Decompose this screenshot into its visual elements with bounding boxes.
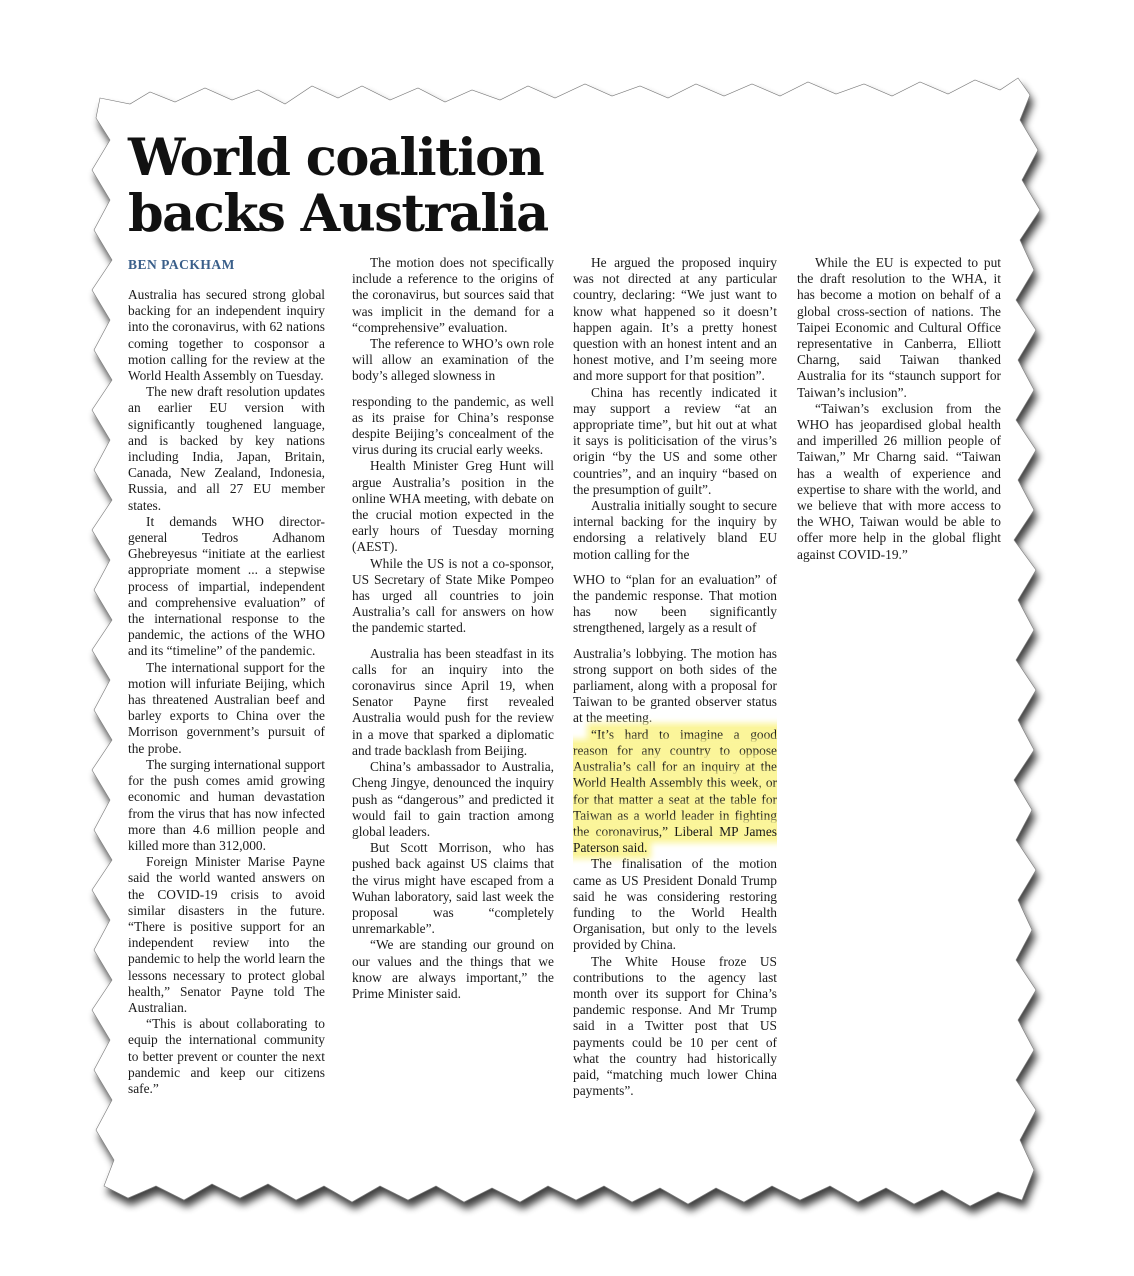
paragraph: China’s ambassador to Australia, Cheng Jingye, denounced the inquiry push as “dangerous” and predicted it would fail to gain traction among global leaders. [352, 759, 554, 839]
article-column-1 [128, 287, 325, 1097]
paragraph: The finalisation of the motion came as US President Donald Trump said he was considering restoring funding to the World Health Organisation, but only to the levels provided by China. [573, 856, 777, 953]
paragraph: “This is about collaborating to equip the international community to better prevent or counter the next pandemic and keep our citizens safe.” [128, 1016, 325, 1096]
highlight-marker: “It’s hard to imagine a good reason for any country to oppose Australia’s call for an inquiry at the World Health Assembly this week, or for that matter a seat at the table for Taiwan as a world leader in fighting the coronavirus,” Liberal MP James Paterson said. [573, 726, 777, 856]
paragraph: The new draft resolution updates an earlier EU version with significantly toughened language, and is backed by key nations including India, Japan, Britain, Canada, New Zealand, Indonesia, Russia, and all 27 EU member states. [128, 384, 325, 513]
paragraph: Health Minister Greg Hunt will argue Australia’s position in the online WHA meeting, with debate on the crucial motion expected in the early hours of Tuesday morning (AEST). [352, 458, 554, 555]
paragraph: responding to the pandemic, as well as its praise for China’s response despite Beijing’s concealment of the virus during its crucial early weeks. [352, 393, 554, 458]
headline-line-1: World coalition [128, 128, 544, 188]
paragraph: It demands WHO director-general Tedros Adhanom Ghebreyesus “initiate at the earliest appropriate moment ... a stepwise process of impartial, independent and comprehensive evaluation” of the international response to the pandemic, the actions of the WHO and its “timeline” of the pandemic. [128, 513, 325, 659]
highlighted-quote [573, 727, 777, 857]
byline: BEN PACKHAM [128, 257, 235, 272]
paragraph: China has recently indicated it may support a review “at an appropriate time”, but hit out at what it says is politicisation of the virus’s origin “by the US and some other countries”, and an inquiry “based on the presumption of guilt”. [573, 384, 777, 497]
paragraph: The international support for the motion will infuriate Beijing, which has threatened Australian beef and barley exports to China over the Morrison government’s pursuit of the probe. [128, 659, 325, 756]
paragraph: Australia’s lobbying. The motion has strong support on both sides of the parliament, along with a proposal for Taiwan to be granted observer status at the meeting. [573, 645, 777, 726]
paragraph: The surging international support for the push comes amid growing economic and human devastation from the virus that has now infected more than 4.6 million people and killed more than 312,000. [128, 756, 325, 853]
paragraph: Australia has been steadfast in its calls for an inquiry into the coronavirus since April 19, when Senator Payne first revealed Australia would push for the review in a move that sparked a diplomatic and trade backlash from Beijing. [352, 645, 554, 758]
paragraph: “Taiwan’s exclusion from the WHO has jeopardised global health and imperilled 26 million people of Taiwan,” Mr Charng said. “Taiwan has a wealth of experience and expertise to share with the world, and we believe that with more access to the WHO, Taiwan would be able to offer more help in the global flight against COVID-19.” [797, 400, 1001, 562]
paragraph: While the EU is expected to put the draft resolution to the WHA, it has become a motion on behalf of a global cross-section of nations. The Taipei Economic and Cultural Office representative in Canberra, Elliott Charng, said Taiwan thanked Australia for its “staunch support for Taiwan’s inclusion”. [797, 255, 1001, 400]
headline-line-2: backs Australia [128, 184, 548, 244]
paragraph: But Scott Morrison, who has pushed back against US claims that the virus might have escaped from a Wuhan laboratory, said last week the proposal was “completely unremarkable”. [352, 840, 554, 937]
paragraph: Australia has secured strong global backing for an independent inquiry into the coronavirus, with 62 nations coming together to cosponsor a motion calling for the review at the World Health Assembly on Tuesday. [128, 287, 325, 384]
paragraph: “We are standing our ground on our values and the things that we know are always important,” the Prime Minister said. [352, 937, 554, 1001]
paragraph: WHO to “plan for an evaluation” of the pandemic response. That motion has now been significantly strengthened, largely as a result of [573, 571, 777, 636]
headline [128, 130, 588, 242]
article-column-2 [352, 255, 554, 1002]
article-column-3 [573, 255, 777, 1099]
paragraph: Australia initially sought to secure internal backing for the inquiry by endorsing a relatively bland EU motion calling for the [573, 498, 777, 562]
paragraph: The reference to WHO’s own role will allow an examination of the body’s alleged slowness in [352, 336, 554, 384]
paragraph: While the US is not a co-sponsor, US Secretary of State Mike Pompeo has urged all countries to join Australia’s call for answers on how the pandemic started. [352, 555, 554, 636]
paragraph: The motion does not specifically include a reference to the origins of the coronavirus, but sources said that was implicit in the demand for a “comprehensive” evaluation. [352, 255, 554, 335]
article-column-4 [797, 255, 1001, 563]
paragraph: Foreign Minister Marise Payne said the world wanted answers on the COVID-19 crisis to avoid similar disasters in the future. “There is positive support for an independent review into the pandemic to help the world learn the lessons necessary to protect global health,” Senator Payne told The Australian. [128, 854, 325, 1015]
paragraph: The White House froze US contributions to the agency last month over its support for China’s pandemic response. And Mr Trump said in a Twitter post that US payments could be 10 per cent of what the country had historically paid, “matching much lower China payments”. [573, 953, 777, 1099]
paragraph: He argued the proposed inquiry was not directed at any particular country, declaring: “We just want to know what happened so it doesn’t happen again. It’s a pretty honest question with an honest intent and an honest motive, and I’m seeing more and more support for that position”. [573, 255, 777, 384]
